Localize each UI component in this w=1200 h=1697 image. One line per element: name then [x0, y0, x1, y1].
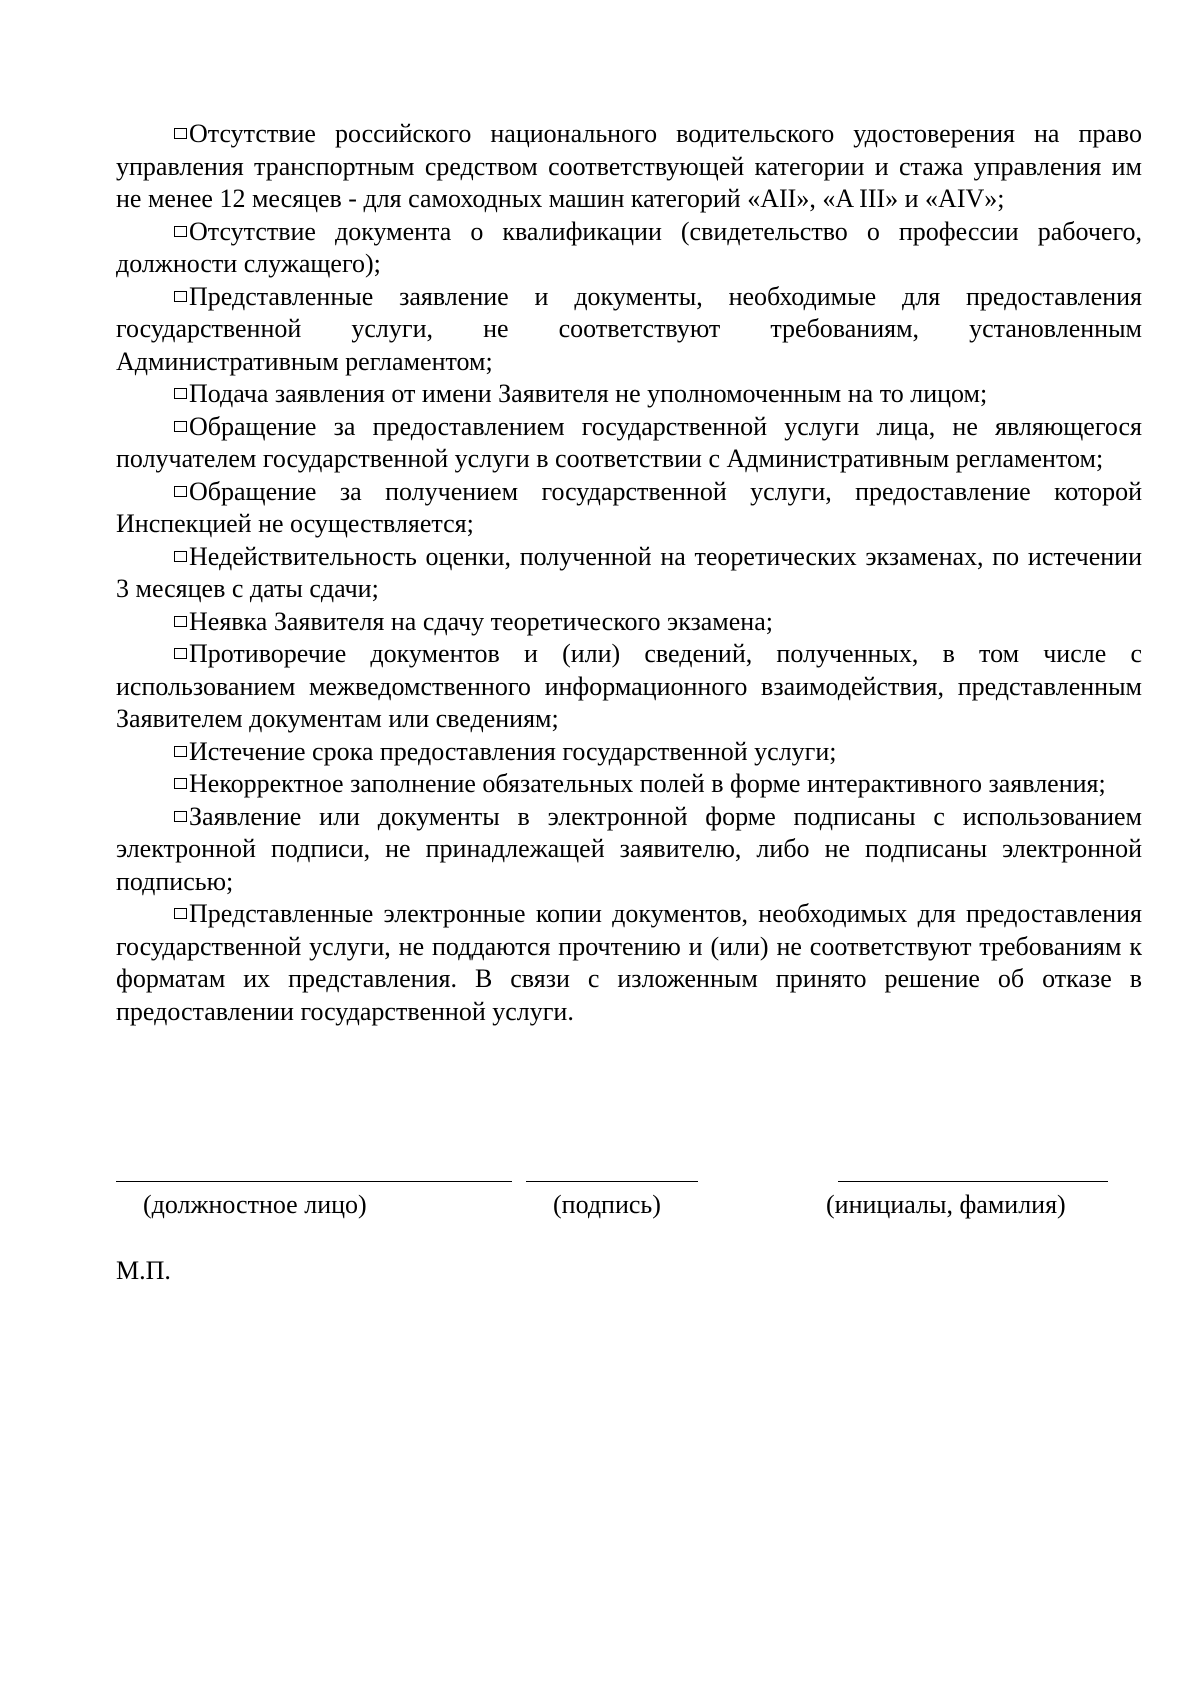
refusal-reasons-list [116, 118, 1142, 1028]
checkbox-icon [174, 616, 187, 627]
stamp-place-label: М.П. [116, 1256, 171, 1285]
checkbox-icon [174, 128, 187, 139]
reason-text: Противоречие документов и (или) сведений, полученных, в том числе с использованием межведомственного информационного взаимодействия, представленным Заявителем документам или сведениям; [116, 639, 1142, 733]
checkbox-icon [174, 388, 187, 399]
reason-paragraph [116, 118, 1142, 216]
reason-paragraph [116, 606, 1142, 639]
checkbox-icon [174, 551, 187, 562]
reason-text: Неявка Заявителя на сдачу теоретического экзамена; [189, 606, 773, 636]
official-caption: (должностное лицо) [143, 1190, 367, 1219]
name-signature-line [838, 1181, 1108, 1182]
reason-text: Представленные заявление и документы, необходимые для предоставления государственной услуги, не соответствуют требованиям, установленным Административным регламентом; [116, 281, 1142, 376]
reason-paragraph [116, 411, 1142, 476]
official-signature-line [116, 1181, 512, 1182]
checkbox-icon [174, 746, 187, 757]
reason-text: Обращение за предоставлением государственной услуги лица, не являющегося получателем государственной услуги в соответствии с Административным регламентом; [116, 411, 1142, 473]
reason-text: Отсутствие российского национального водительского удостоверения на право управления транспортным средством соответствующей категории и стажа управления им не менее 12 месяцев - для самоходных машин категорий «AII», «A III» и «AIV»; [116, 119, 1142, 213]
checkbox-icon [174, 226, 187, 237]
reason-paragraph [116, 378, 1142, 411]
reason-paragraph [116, 476, 1142, 541]
reason-paragraph [116, 768, 1142, 801]
checkbox-icon [174, 778, 187, 789]
reason-paragraph [116, 638, 1142, 736]
checkbox-icon [174, 291, 187, 302]
checkbox-icon [174, 811, 187, 822]
checkbox-icon [174, 421, 187, 432]
name-caption: (инициалы, фамилия) [826, 1190, 1066, 1219]
reason-paragraph [116, 281, 1142, 379]
reason-text: Заявление или документы в электронной форме подписаны с использованием электронной подписи, не принадлежащей заявителю, либо не подписаны электронной подписью; [116, 801, 1142, 896]
reason-text: Некорректное заполнение обязательных полей в форме интерактивного заявления; [189, 769, 1106, 798]
checkbox-icon [174, 486, 187, 497]
reason-paragraph [116, 541, 1142, 606]
reason-text: Недействительность оценки, полученной на теоретических экзаменах, по истечении 3 месяцев с даты сдачи; [116, 541, 1142, 603]
reason-text: Обращение за получением государственной услуги, предоставление которой Инспекцией не осуществляется; [116, 476, 1142, 538]
reason-text: Истечение срока предоставления государственной услуги; [189, 736, 837, 766]
checkbox-icon [174, 648, 187, 659]
reason-paragraph [116, 736, 1142, 769]
checkbox-icon [174, 908, 187, 919]
reason-paragraph [116, 216, 1142, 281]
reason-paragraph [116, 801, 1142, 899]
reason-text: Представленные электронные копии документов, необходимых для предоставления государственной услуги, не поддаются прочтению и (или) не соответствуют требованиям к форматам их представления. В связи с изложенным принято решение об отказе в предоставлении государственной услуги. [116, 899, 1142, 1026]
reason-text: Отсутствие документа о квалификации (свидетельство о профессии рабочего, должности служащего); [116, 216, 1142, 278]
signature-caption: (подпись) [553, 1190, 661, 1219]
reason-text: Подача заявления от имени Заявителя не уполномоченным на то лицом; [189, 379, 988, 408]
signature-line [526, 1181, 698, 1182]
reason-paragraph [116, 898, 1142, 1028]
